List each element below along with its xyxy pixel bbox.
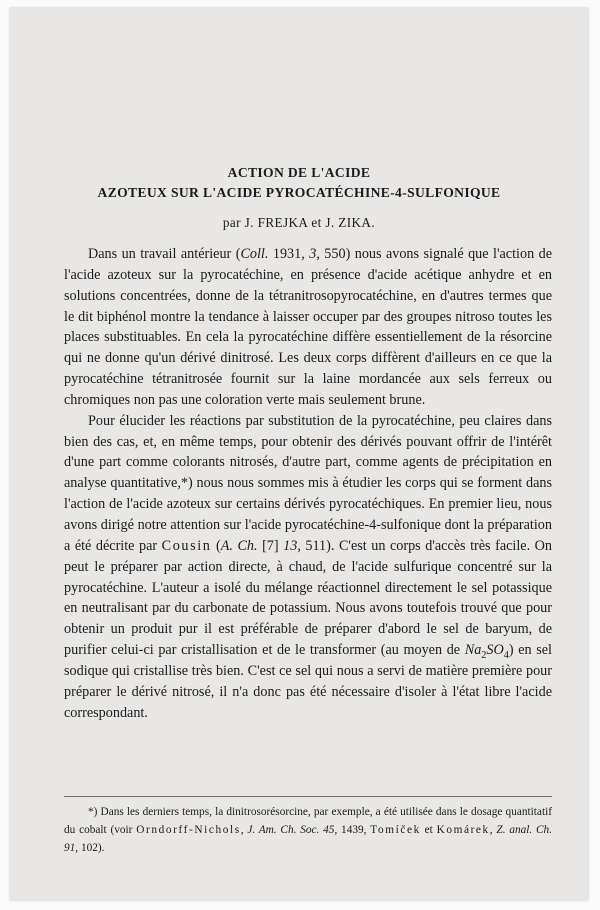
p2-formula-so: SO xyxy=(486,642,504,659)
title-line-2: AZOTEUX SUR L'ACIDE PYROCATÉCHINE-4-SULFONIQUE xyxy=(97,185,501,200)
authors: par J. FREJKA et J. ZIKA. xyxy=(222,215,376,230)
fn-journal-zanalch: Z. anal. Ch. xyxy=(496,824,553,836)
p1-journal-coll: Coll. xyxy=(240,246,269,262)
p1-text-b: 1931, xyxy=(268,246,310,262)
fn-text-d: , 1439, xyxy=(334,824,371,836)
p2-formula-na: Na xyxy=(464,642,482,659)
fn-author-tomicek: Tomíček xyxy=(370,824,421,836)
footnote-divider xyxy=(64,796,552,797)
p1-volume: 3 xyxy=(309,246,317,262)
paragraph-2 xyxy=(64,411,552,724)
paragraph-1 xyxy=(64,244,552,411)
fn-volume-91: 91 xyxy=(64,842,76,854)
p2-formula-na-sub: 2 xyxy=(481,649,487,661)
fn-text-f: , xyxy=(489,824,497,836)
fn-author-komarek: Komárek xyxy=(436,824,490,836)
p2-journal-ach: A. Ch. xyxy=(220,537,258,554)
p2-text-d: , 511). C'est un corps d'accès très facile. On peut le préparer par action directe, à chaud, de l'acide sulfurique concentré sur la pyrocatéchine. L'auteur a isolé du mélange réactionnel directement le sel potassique en neutralisant par du carbonate de potassium. Nous avons toutefois trouvé que pour obtenir un produit pur il est préférable de préparer d'abord le sel de baryum, de purifier celui-ci par cristallisation et de le transformer (au moyen de xyxy=(64,537,552,659)
fn-text-e: et xyxy=(420,824,437,836)
footnote xyxy=(64,803,552,857)
fn-text-h: , 102). xyxy=(75,842,105,854)
p2-text-e: ) en sel sodique qui cristallise très bien. C'est ce sel qui nous a servi de matière première pour préparer le dérivé nitrosé, il n'a donc pas été nécessaire d'isoler à l'état libre l'acide correspondant. xyxy=(64,642,552,721)
fn-text-b: , xyxy=(240,824,248,836)
p2-author-cousin: Cousin xyxy=(161,537,212,554)
fn-volume-45: 45 xyxy=(323,824,335,836)
title-line-1: ACTION DE L'ACIDE xyxy=(227,165,371,180)
paper-page xyxy=(10,8,588,900)
p2-text-c: [7] xyxy=(257,537,284,554)
p2-volume: 13 xyxy=(283,537,298,554)
p2-text-b: ( xyxy=(211,537,221,554)
fn-author-orndorff-nichols: Orndorff-Nichols xyxy=(136,824,241,836)
fn-journal-jamchsoc: J. Am. Ch. Soc. xyxy=(247,824,320,836)
article-body xyxy=(64,244,552,723)
p2-formula-so-sub: 4 xyxy=(503,649,509,661)
p1-text-a: Dans un travail antérieur ( xyxy=(88,246,241,262)
p2-text-a: Pour élucider les réactions par substitution de la pyrocatéchine, peu claires dans bien des cas, et, en même temps, pour obtenir des dérivés pouvant offrir de l'intérêt d'une part comme colorants nitrosés, d'autre part, comme agents de précipitation en analyse quantitative,*) nous nous sommes mis à étudier les corps qui se forment dans l'action de l'acide azoteux sur certains dérivés pyrocatéchiques. En premier lieu, nous avons dirigé notre attention sur l'acide pyrocatéchine-4-sulfonique dont la préparation a été décrite par xyxy=(64,412,552,554)
fn-text-a: *) Dans les derniers temps, la dinitrosorésorcine, par exemple, a été utilisée dans le dosage quantitatif du cobalt (voir xyxy=(64,806,552,836)
p1-text-c: , 550) nous avons signalé que l'action de l'acide azoteux sur la pyrocatéchine, en présence d'acide acétique anhydre et en solutions concentrées, donne de la tétranitrosopyrocatéchine, en d'autres termes que le dit biphénol montre la tendance à laisser occuper par des groupes nitroso toutes les places substituables. En cela la pyrocatéchine diffère essentiellement de la résorcine qui ne donne qu'un dérivé dinitrosé. Les deux corps diffèrent d'ailleurs en ce que la pyrocatéchine tétranitrosée fournit sur la laine mordancée aux sels ferreux ou chromiques non pas une coloration verte mais seulement brune. xyxy=(64,246,552,408)
